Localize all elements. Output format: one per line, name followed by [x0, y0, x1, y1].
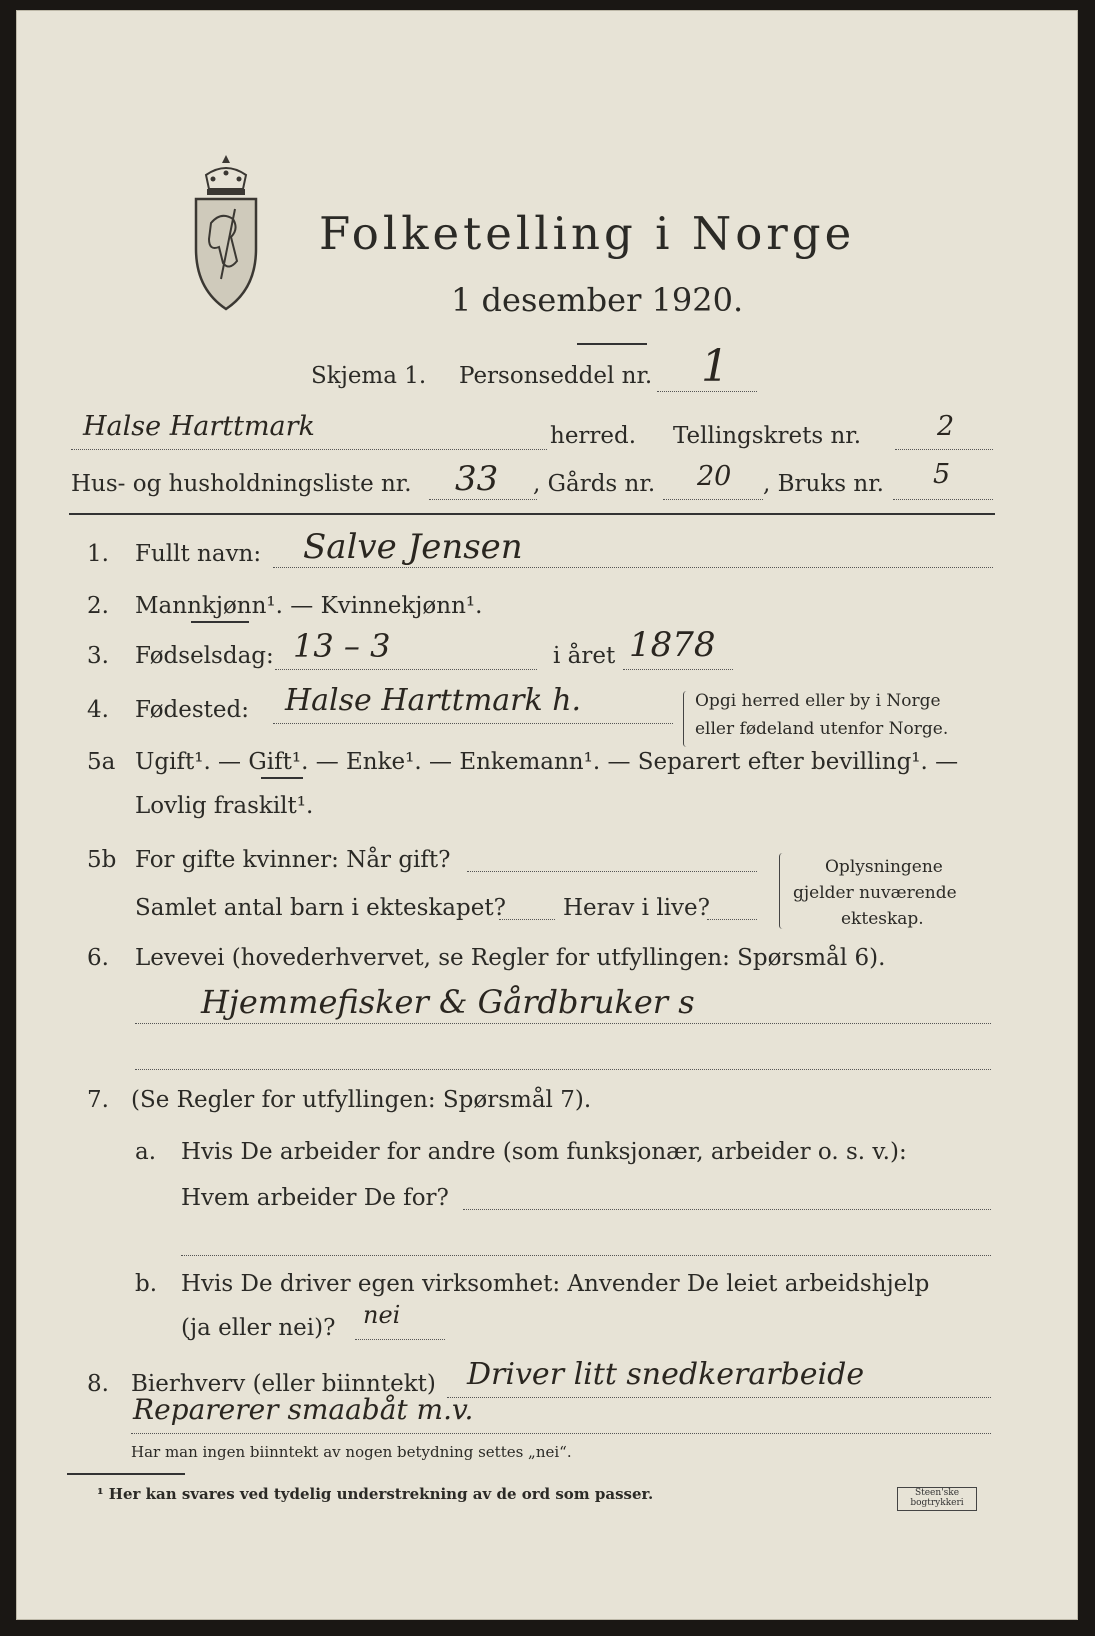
- q1-label: Fullt navn:: [135, 541, 262, 567]
- q4-label: Fødested:: [135, 697, 250, 723]
- bruks-label: , Bruks nr.: [763, 471, 884, 497]
- bruks-field-line: [893, 499, 993, 500]
- q5b-number: 5b: [87, 847, 117, 873]
- year-label: i året: [553, 643, 616, 669]
- census-form-sheet: [16, 10, 1078, 1620]
- occupation-label: Levevei (hovederhvervet, se Regler for utfyllingen: Spørsmål 6).: [135, 945, 886, 971]
- personseddel-value[interactable]: 1: [701, 341, 729, 392]
- employer-label: Hvem arbeider De for?: [181, 1185, 449, 1211]
- occupation-value[interactable]: Hjemmefisker & Gårdbruker s: [201, 983, 695, 1021]
- birthplace-value[interactable]: Halse Harttmark h.: [285, 683, 582, 718]
- coat-of-arms-icon: [191, 153, 261, 313]
- census-date: 1 desember 1920.: [451, 281, 744, 319]
- form-title: Folketelling i Norge: [319, 207, 856, 260]
- employer-field-line: [463, 1209, 991, 1210]
- tellingskrets-field-line: [895, 449, 993, 450]
- q7a-question: Hvis De arbeider for andre (som funksjonær, arbeider o. s. v.):: [181, 1139, 907, 1165]
- q6-number: 6.: [87, 945, 109, 971]
- q7-label: (Se Regler for utfyllingen: Spørsmål 7).: [131, 1087, 592, 1113]
- bruks-value[interactable]: 5: [933, 459, 951, 490]
- herred-field-line: [71, 449, 547, 450]
- hired-help-field-line: [355, 1339, 445, 1340]
- q7b-letter: b.: [135, 1271, 158, 1297]
- footnote: ¹ Her kan svares ved tydelig understrekning av de ord som passer.: [97, 1485, 654, 1503]
- q8-number: 8.: [87, 1371, 109, 1397]
- q2-number: 2.: [87, 593, 109, 619]
- birthplace-note-line2: eller fødeland utenfor Norge.: [695, 719, 949, 739]
- when-married-field-line: [467, 871, 757, 872]
- marriage-note-brace: [779, 853, 786, 929]
- when-married-label: For gifte kvinner: Når gift?: [135, 847, 451, 873]
- birthday-field-line: [275, 669, 537, 670]
- full-name-value[interactable]: Salve Jensen: [303, 527, 523, 567]
- side-income-note: Har man ingen biinntekt av nogen betydning settes „nei“.: [131, 1443, 572, 1461]
- gards-value[interactable]: 20: [697, 461, 732, 492]
- side-income-label: Bierhverv (eller biinntekt): [131, 1371, 436, 1397]
- q3-number: 3.: [87, 643, 109, 669]
- q7-number: 7.: [87, 1087, 109, 1113]
- marital-status-options-cont[interactable]: Lovlig fraskilt¹.: [135, 793, 314, 819]
- hired-help-value[interactable]: nei: [363, 1301, 401, 1329]
- footnote-divider: [67, 1473, 185, 1475]
- children-total-field-line: [499, 919, 555, 920]
- marriage-note-line2: gjelder nuværende: [793, 883, 957, 903]
- personseddel-label: Personseddel nr.: [459, 363, 653, 389]
- husholdningsliste-field-line: [429, 499, 537, 500]
- husholdningsliste-value[interactable]: 33: [455, 459, 499, 499]
- occupation-field-line-1: [135, 1023, 991, 1024]
- q5a-number: 5a: [87, 749, 116, 775]
- employer-field-line-2: [181, 1255, 991, 1256]
- side-income-value-1[interactable]: Driver litt snedkerarbeide: [467, 1357, 865, 1392]
- side-income-field-line: [447, 1397, 991, 1398]
- gender-options[interactable]: Mannkjønn¹. — Kvinnekjønn¹.: [135, 593, 483, 619]
- q3-label: Fødselsdag:: [135, 643, 274, 669]
- marital-status-options[interactable]: Ugift¹. — Gift¹. — Enke¹. — Enkemann¹. — Separert efter bevilling¹. —: [135, 749, 959, 775]
- children-total-label: Samlet antal barn i ekteskapet?: [135, 895, 506, 921]
- printer-stamp-text: Steen'ske bogtrykkeri: [910, 1488, 964, 1508]
- side-income-value-2[interactable]: Reparerer smaabåt m.v.: [133, 1393, 474, 1426]
- herred-label: herred.: [550, 423, 637, 449]
- gender-underline: [191, 621, 249, 623]
- full-name-field-line: [273, 567, 993, 568]
- marriage-note-line1: Oplysningene: [825, 857, 943, 877]
- year-field-line: [623, 669, 733, 670]
- hired-help-label: (ja eller nei)?: [181, 1315, 336, 1341]
- gards-field-line: [663, 499, 763, 500]
- birthday-value[interactable]: 13 – 3: [293, 627, 391, 665]
- header-divider: [69, 513, 995, 515]
- birthplace-field-line: [273, 723, 673, 724]
- herred-value[interactable]: Halse Harttmark: [83, 411, 315, 442]
- q4-number: 4.: [87, 697, 109, 723]
- title-divider: [577, 343, 647, 345]
- children-alive-label: Herav i live?: [563, 895, 710, 921]
- birthplace-note-brace: [683, 691, 690, 747]
- marital-status-underline: [261, 777, 303, 779]
- q7a-letter: a.: [135, 1139, 157, 1165]
- children-alive-field-line: [707, 919, 757, 920]
- printer-stamp: [897, 1487, 977, 1511]
- side-income-field-line-2: [131, 1433, 991, 1434]
- q1-number: 1.: [87, 541, 109, 567]
- husholdningsliste-label: Hus- og husholdningsliste nr.: [71, 471, 412, 497]
- q7b-question: Hvis De driver egen virksomhet: Anvender De leiet arbeidshjelp: [181, 1271, 930, 1297]
- occupation-field-line-2: [135, 1069, 991, 1070]
- skjema-label: Skjema 1.: [311, 363, 427, 389]
- birthplace-note-line1: Opgi herred eller by i Norge: [695, 691, 941, 711]
- marriage-note-line3: ekteskap.: [841, 909, 924, 929]
- year-value[interactable]: 1878: [629, 625, 716, 665]
- tellingskrets-label: Tellingskrets nr.: [673, 423, 862, 449]
- tellingskrets-value[interactable]: 2: [937, 411, 955, 442]
- gards-label: , Gårds nr.: [533, 471, 656, 497]
